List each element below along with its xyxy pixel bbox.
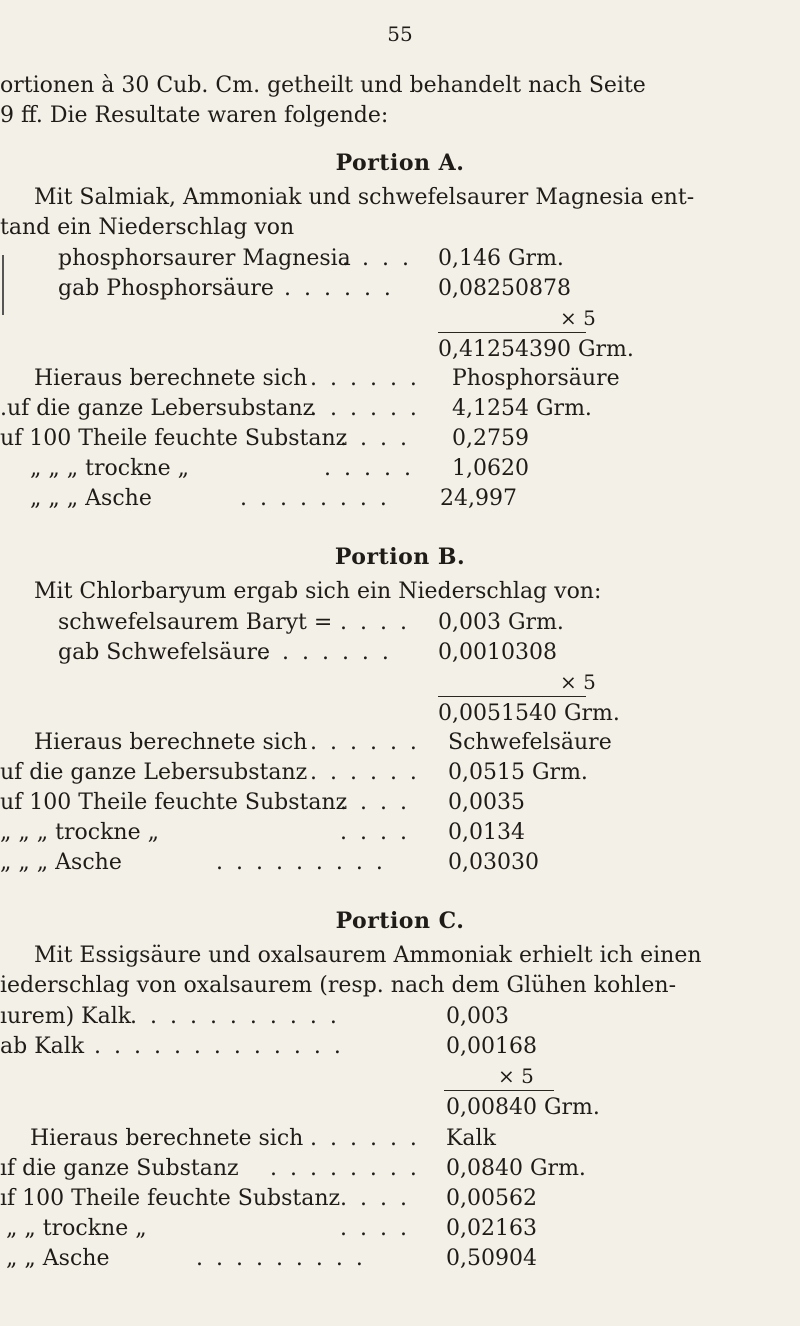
intro-line-2: 9 ff. Die Resultate waren folgende:: [0, 103, 389, 128]
leader-dots: . . . . .: [324, 456, 414, 481]
leader-dots: . . . . . .: [310, 730, 420, 755]
row-value: 0,003 Grm.: [438, 610, 564, 635]
sum-rule: [438, 332, 586, 333]
row-label: uf die ganze Lebersubstanz: [0, 760, 308, 785]
leader-dots: . . . . . .: [284, 276, 394, 301]
row-value: 0,08250878: [438, 276, 571, 301]
portion-a-result: [0, 484, 800, 514]
portion-a-row: [0, 274, 800, 304]
row-value: 0,2759: [452, 426, 529, 451]
product-value: 0,41254390 Grm.: [438, 337, 634, 362]
row-label: „ „ „ trockne „: [30, 456, 190, 481]
row-value: 0,0010308: [438, 640, 557, 665]
row-value: 0,0515 Grm.: [448, 760, 588, 785]
portion-a-result: [0, 454, 800, 484]
leader-dots: . . . . . . . . . . .: [130, 1004, 340, 1029]
row-value: 1,0620: [452, 456, 529, 481]
row-label: ıf die ganze Substanz: [0, 1156, 239, 1181]
row-value: 0,02163: [446, 1216, 537, 1241]
multiplier: × 5: [560, 306, 596, 330]
portion-b-heading: Portion B.: [334, 544, 466, 570]
portion-a-result: [0, 394, 800, 424]
row-label: „ „ „ Asche: [0, 850, 122, 875]
leader-dots: . . . . . . . . .: [216, 850, 386, 875]
row-label: phosphorsaurer Magnesia: [58, 246, 351, 271]
portion-c-result: [0, 1184, 800, 1214]
multiplier: × 5: [560, 670, 596, 694]
row-label: ıf 100 Theile feuchte Substanz: [0, 1186, 341, 1211]
row-value: 0,00168: [446, 1034, 537, 1059]
row-label: „ „ „ Asche: [30, 486, 152, 511]
portion-b-result: [0, 788, 800, 818]
portion-c-text-2: iederschlag von oxalsaurem (resp. nach dem Glühen kohlen-: [0, 973, 677, 998]
portion-c-text-1: Mit Essigsäure und oxalsaurem Ammoniak erhielt ich einen: [34, 943, 702, 968]
portion-c-result: [0, 1154, 800, 1184]
row-label: uf 100 Theile feuchte Substanz: [0, 426, 348, 451]
portion-b-row: [0, 638, 800, 668]
row-value: 24,997: [440, 486, 517, 511]
row-label: „ „ trockne „: [6, 1216, 147, 1241]
portion-b-result: [0, 818, 800, 848]
portion-b-row: [0, 608, 800, 638]
leader-dots: . . . . . .: [310, 1126, 420, 1151]
row-value: 0,0134: [448, 820, 525, 845]
portion-c-result: [0, 1244, 800, 1274]
leader-dots: . . . .: [340, 820, 410, 845]
intro-line-1: ortionen à 30 Cub. Cm. getheilt und behandelt nach Seite: [0, 73, 646, 98]
leader-dots: . . . . . . . .: [270, 1156, 420, 1181]
leader-dots: . . . .: [340, 790, 410, 815]
product-value: 0,0051540 Grm.: [438, 701, 620, 726]
portion-b-result: [0, 728, 800, 758]
leader-dots: . . . . . . .: [262, 640, 392, 665]
portion-a-text-2: tand ein Niederschlag von: [0, 215, 295, 240]
portion-a-heading: Portion A.: [335, 150, 465, 176]
row-label: gab Schwefelsäure: [58, 640, 270, 665]
row-value: 0,003: [446, 1004, 509, 1029]
row-label: .uf die ganze Lebersubstanz: [0, 396, 315, 421]
row-value: Phosphorsäure: [452, 366, 620, 391]
leader-dots: . . . . . . . . .: [196, 1246, 366, 1271]
portion-c-row: [0, 1002, 800, 1032]
row-label: Hieraus berechnete sich: [34, 366, 308, 391]
portion-b-text-1: Mit Chlorbaryum ergab sich ein Niederschlag von:: [34, 579, 602, 604]
row-value: Kalk: [446, 1126, 496, 1151]
row-label: „ „ Asche: [6, 1246, 110, 1271]
row-label: ıurem) Kalk: [0, 1004, 132, 1029]
row-label: uf 100 Theile feuchte Substanz: [0, 790, 348, 815]
leader-dots: . . . . . .: [310, 760, 420, 785]
leader-dots: . . . .: [340, 1186, 410, 1211]
row-value: Schwefelsäure: [448, 730, 612, 755]
portion-b-result: [0, 848, 800, 878]
portion-a-row: [0, 244, 800, 274]
leader-dots: . . . . . . . . . . . . .: [94, 1034, 344, 1059]
row-value: 0,146 Grm.: [438, 246, 564, 271]
leader-dots: . . . .: [340, 1216, 410, 1241]
row-label: „ „ „ trockne „: [0, 820, 160, 845]
product-value: 0,00840 Grm.: [446, 1095, 600, 1120]
sum-rule: [438, 696, 586, 697]
row-label: ab Kalk: [0, 1034, 85, 1059]
leader-dots: . . . .: [340, 610, 410, 635]
portion-a-result: [0, 364, 800, 394]
portion-c-result: [0, 1124, 800, 1154]
page-number: 55: [387, 22, 413, 46]
leader-dots: . . . . . .: [310, 366, 420, 391]
multiplier: × 5: [498, 1064, 534, 1088]
portion-a-text-1: Mit Salmiak, Ammoniak und schwefelsaurer Magnesia ent-: [34, 185, 695, 210]
row-label: gab Phosphorsäure: [58, 276, 274, 301]
sum-rule: [444, 1090, 554, 1091]
row-value: 0,03030: [448, 850, 539, 875]
portion-a-result: [0, 424, 800, 454]
row-label: Hieraus berechnete sich: [30, 1126, 304, 1151]
leader-dots: . . . . . .: [310, 396, 420, 421]
row-value: 0,00562: [446, 1186, 537, 1211]
row-label: Hieraus berechnete sich: [34, 730, 308, 755]
row-value: 4,1254 Grm.: [452, 396, 592, 421]
row-value: 0,0840 Grm.: [446, 1156, 586, 1181]
row-value: 0,50904: [446, 1246, 537, 1271]
leader-dots: . . . .: [340, 426, 410, 451]
row-label: schwefelsaurem Baryt =: [58, 610, 333, 635]
leader-dots: . . . .: [342, 246, 412, 271]
portion-c-row: [0, 1032, 800, 1062]
leader-dots: . . . . . . . .: [240, 486, 390, 511]
row-value: 0,0035: [448, 790, 525, 815]
portion-c-heading: Portion C.: [335, 908, 465, 934]
portion-c-result: [0, 1214, 800, 1244]
portion-b-result: [0, 758, 800, 788]
